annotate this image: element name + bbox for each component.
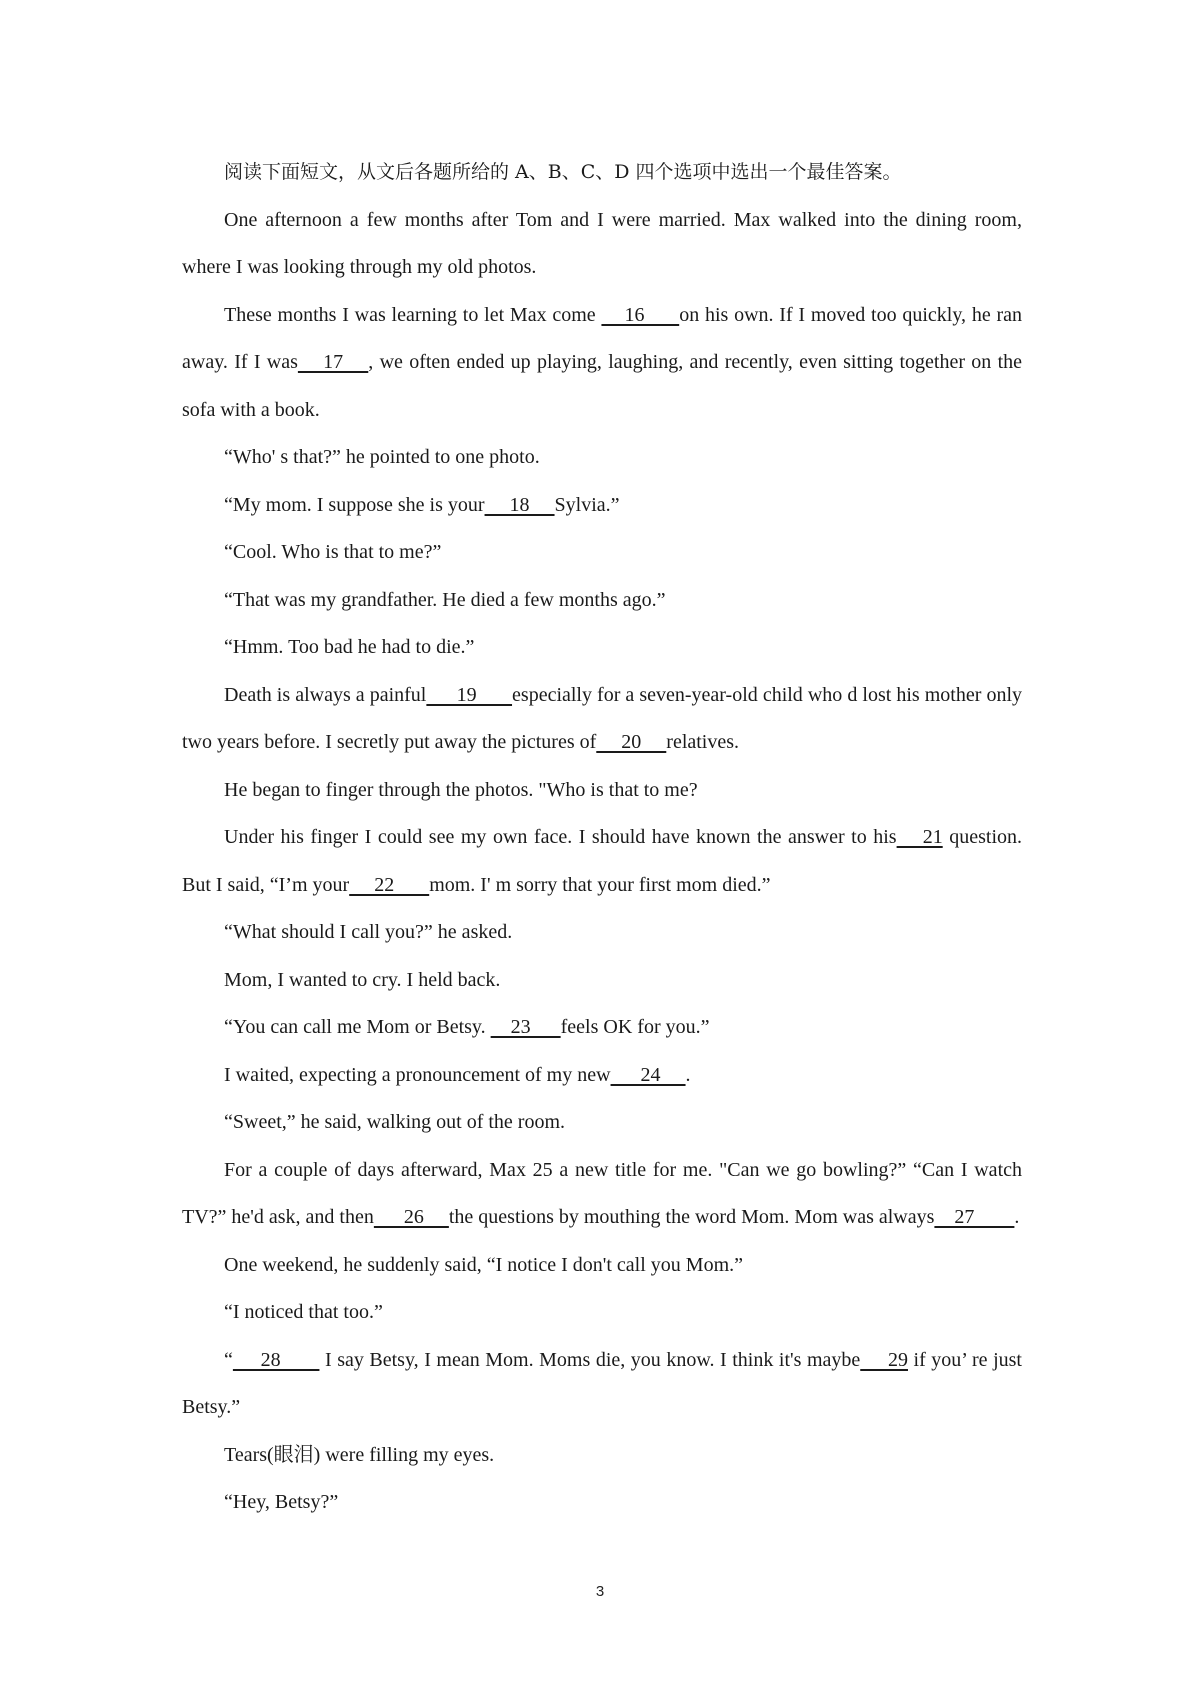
blank-29: 29 xyxy=(860,1348,908,1371)
text: “ xyxy=(224,1348,233,1371)
blank-18: 18 xyxy=(484,493,555,516)
paragraph xyxy=(182,292,1022,435)
blank-17: 17 xyxy=(297,351,369,373)
text: , we often ended up playing, laughing, and recently, even sitting together on the sofa with a book. xyxy=(182,351,1023,421)
blank-24: 24 xyxy=(610,1063,686,1086)
text: For a couple of days afterward, Max 25 a new title for me. "Can we go bowling?” “Can I watch TV?” he'd ask, and then xyxy=(182,1158,1022,1228)
paragraph xyxy=(182,1289,1022,1337)
text: “That was my grandfather. He died a few months ago.” xyxy=(224,588,666,611)
instruction: 阅读下面短文，从文后各题所给的 A、B、C、D 四个选项中选出一个最佳答案。 xyxy=(224,161,902,183)
text: relatives. xyxy=(666,731,740,753)
text: I say Betsy, I mean Mom. Moms die, you know. I think it's maybe xyxy=(319,1348,861,1371)
paragraph xyxy=(182,434,1022,482)
blank-27: 27 xyxy=(934,1206,1015,1228)
text: . xyxy=(1014,1206,1020,1228)
paragraph xyxy=(182,672,1022,767)
paragraph xyxy=(182,909,1022,957)
text: “I noticed that too.” xyxy=(224,1301,383,1323)
text: question. But I said, “I’m your xyxy=(182,826,1023,896)
passage xyxy=(182,149,1022,1527)
paragraph xyxy=(182,1337,1022,1432)
blank-22: 22 xyxy=(349,873,430,896)
text: . xyxy=(685,1063,691,1086)
text: One weekend, he suddenly said, “I notice I don't call you Mom.” xyxy=(224,1253,744,1276)
paragraph xyxy=(182,197,1022,292)
paragraph xyxy=(182,1242,1022,1290)
text: especially for a seven-year-old child who d lost his mother only two years before. I secretly put away the pictures of xyxy=(182,683,1022,753)
text: “Sweet,” he said, walking out of the room. xyxy=(224,1111,566,1133)
text: “Hmm. Too bad he had to die.” xyxy=(224,636,475,658)
paragraph xyxy=(182,482,1022,530)
text: These months I was learning to let Max come xyxy=(224,303,602,326)
text: the questions by mouthing the word Mom. Mom was always xyxy=(448,1206,935,1228)
text: Tears(眼泪) were filling my eyes. xyxy=(224,1443,495,1466)
blank-26: 26 xyxy=(373,1206,449,1228)
paragraph xyxy=(182,767,1022,815)
blank-28: 28 xyxy=(232,1348,320,1371)
blank-21: 21 xyxy=(896,826,943,848)
text: I waited, expecting a pronouncement of my new xyxy=(224,1063,611,1086)
text: mom. I' m sorry that your first mom died.” xyxy=(429,873,771,896)
text: Sylvia.” xyxy=(554,493,620,516)
paragraph xyxy=(182,577,1022,625)
text: He began to finger through the photos. "Who is that to me? xyxy=(224,778,698,801)
text: “Hey, Betsy?” xyxy=(224,1491,339,1513)
text: One afternoon a few months after Tom and I were married. Max walked into the dining room, where I was looking through my old photos. xyxy=(182,208,1022,278)
page-number: 3 xyxy=(595,1583,605,1600)
text: if you’ re just Betsy.” xyxy=(182,1348,1022,1418)
paragraph xyxy=(182,814,1022,909)
text: “Who' s that?” he pointed to one photo. xyxy=(224,446,540,468)
blank-16: 16 xyxy=(601,303,680,326)
blank-23: 23 xyxy=(490,1016,561,1038)
text: on his own. If I moved too quickly, he ran away. If I was xyxy=(182,303,1023,373)
text: “Cool. Who is that to me?” xyxy=(224,541,442,563)
text: “You can call me Mom or Betsy. xyxy=(224,1016,491,1038)
paragraph xyxy=(182,957,1022,1005)
paragraph xyxy=(182,1099,1022,1147)
paragraph xyxy=(182,1052,1022,1100)
paragraph xyxy=(182,1479,1022,1527)
text: “My mom. I suppose she is your xyxy=(224,493,485,516)
text: “What should I call you?” he asked. xyxy=(224,921,513,943)
text: feels OK for you.” xyxy=(560,1016,710,1038)
paragraph xyxy=(182,1147,1022,1242)
text: Death is always a painful xyxy=(224,683,427,706)
paragraph xyxy=(182,624,1022,672)
paragraph xyxy=(182,1004,1022,1052)
paragraph xyxy=(182,1432,1022,1480)
text: Mom, I wanted to cry. I held back. xyxy=(224,968,501,991)
blank-20: 20 xyxy=(596,731,667,753)
blank-19: 19 xyxy=(426,683,513,706)
text: Under his finger I could see my own face. I should have known the answer to his xyxy=(224,826,897,848)
paragraph xyxy=(182,529,1022,577)
